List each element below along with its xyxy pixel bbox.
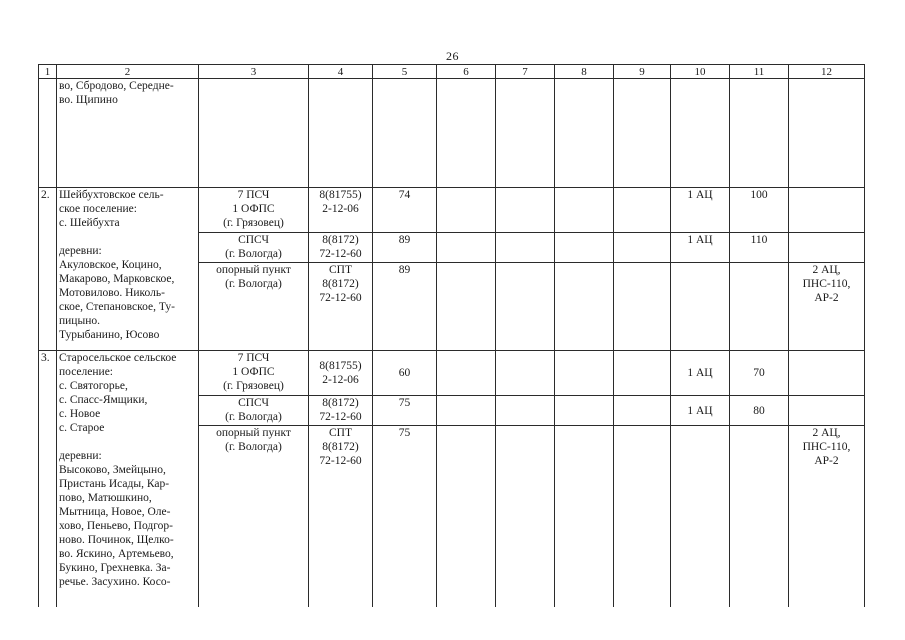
column-header: 11	[730, 65, 789, 79]
fire-coverage-table	[38, 64, 865, 626]
equipment: 2 АЦ, ПНС-110, АР-2	[789, 426, 865, 626]
column-header: 4	[309, 65, 373, 79]
vehicles: 1 АЦ	[671, 188, 730, 233]
arrival-time: 70	[730, 351, 789, 396]
page-bottom-margin	[0, 607, 905, 640]
fire-unit: СПСЧ (г. Вологда)	[199, 233, 309, 263]
row-number: 3.	[39, 351, 57, 626]
distance: 89	[373, 233, 437, 263]
column-header: 6	[437, 65, 496, 79]
column-header: 7	[496, 65, 555, 79]
settlement-description: Шейбухтовское сель- ское поселение: с. Шейбухта деревни: Акуловское, Коцино, Макарово, Марковское, Мотовилово. Николь- ское, Степановское, Ту- пицыно. Турыбанино, Юсово	[57, 188, 199, 351]
table-row	[39, 351, 865, 396]
column-header: 9	[614, 65, 671, 79]
table-row-continuation	[39, 79, 865, 188]
equipment	[789, 396, 865, 426]
fire-unit: опорный пункт (г. Вологда)	[199, 263, 309, 351]
equipment	[789, 351, 865, 396]
equipment	[789, 233, 865, 263]
column-header: 10	[671, 65, 730, 79]
equipment: 2 АЦ, ПНС-110, АР-2	[789, 263, 865, 351]
page-number: 26	[446, 49, 459, 63]
phone: 8(81755) 2-12-06	[309, 188, 373, 233]
settlement-description: во, Сбродово, Середне- во. Щипино	[57, 79, 199, 188]
phone: 8(8172) 72-12-60	[309, 396, 373, 426]
table-row	[39, 188, 865, 233]
distance: 75	[373, 426, 437, 626]
column-header: 12	[789, 65, 865, 79]
column-header: 1	[39, 65, 57, 79]
equipment	[789, 188, 865, 233]
vehicles: 1 АЦ	[671, 233, 730, 263]
phone: 8(81755) 2-12-06	[309, 351, 373, 396]
fire-unit: 7 ПСЧ 1 ОФПС (г. Грязовец)	[199, 188, 309, 233]
vehicles	[671, 263, 730, 351]
column-number-row	[39, 65, 865, 79]
column-header: 2	[57, 65, 199, 79]
column-header: 8	[555, 65, 614, 79]
vehicles: 1 АЦ	[671, 351, 730, 396]
column-header: 3	[199, 65, 309, 79]
distance: 75	[373, 396, 437, 426]
fire-unit: 7 ПСЧ 1 ОФПС (г. Грязовец)	[199, 351, 309, 396]
distance: 74	[373, 188, 437, 233]
vehicles: 1 АЦ	[671, 396, 730, 426]
phone: СПТ 8(8172) 72-12-60	[309, 426, 373, 626]
phone: СПТ 8(8172) 72-12-60	[309, 263, 373, 351]
arrival-time	[730, 426, 789, 626]
distance: 60	[373, 351, 437, 396]
column-header: 5	[373, 65, 437, 79]
phone: 8(8172) 72-12-60	[309, 233, 373, 263]
distance: 89	[373, 263, 437, 351]
arrival-time: 100	[730, 188, 789, 233]
fire-unit: СПСЧ (г. Вологда)	[199, 396, 309, 426]
settlement-description: Старосельское сельское поселение: с. Святогорье, с. Спасс-Ямщики, с. Новое с. Старое деревни: Высоково, Змейцыно, Пристань Исады, Кар- пово, Матюшкино, Мытница, Новое, Оле- хово, Пеньево, Подгор- ново. Починок, Щелко- во. Яскино, Артемьево, Букино, Грехневка. За- речье. Засухино. Косо-	[57, 351, 199, 626]
arrival-time: 80	[730, 396, 789, 426]
arrival-time	[730, 263, 789, 351]
vehicles	[671, 426, 730, 626]
fire-unit: опорный пункт (г. Вологда)	[199, 426, 309, 626]
arrival-time: 110	[730, 233, 789, 263]
row-number: 2.	[39, 188, 57, 351]
